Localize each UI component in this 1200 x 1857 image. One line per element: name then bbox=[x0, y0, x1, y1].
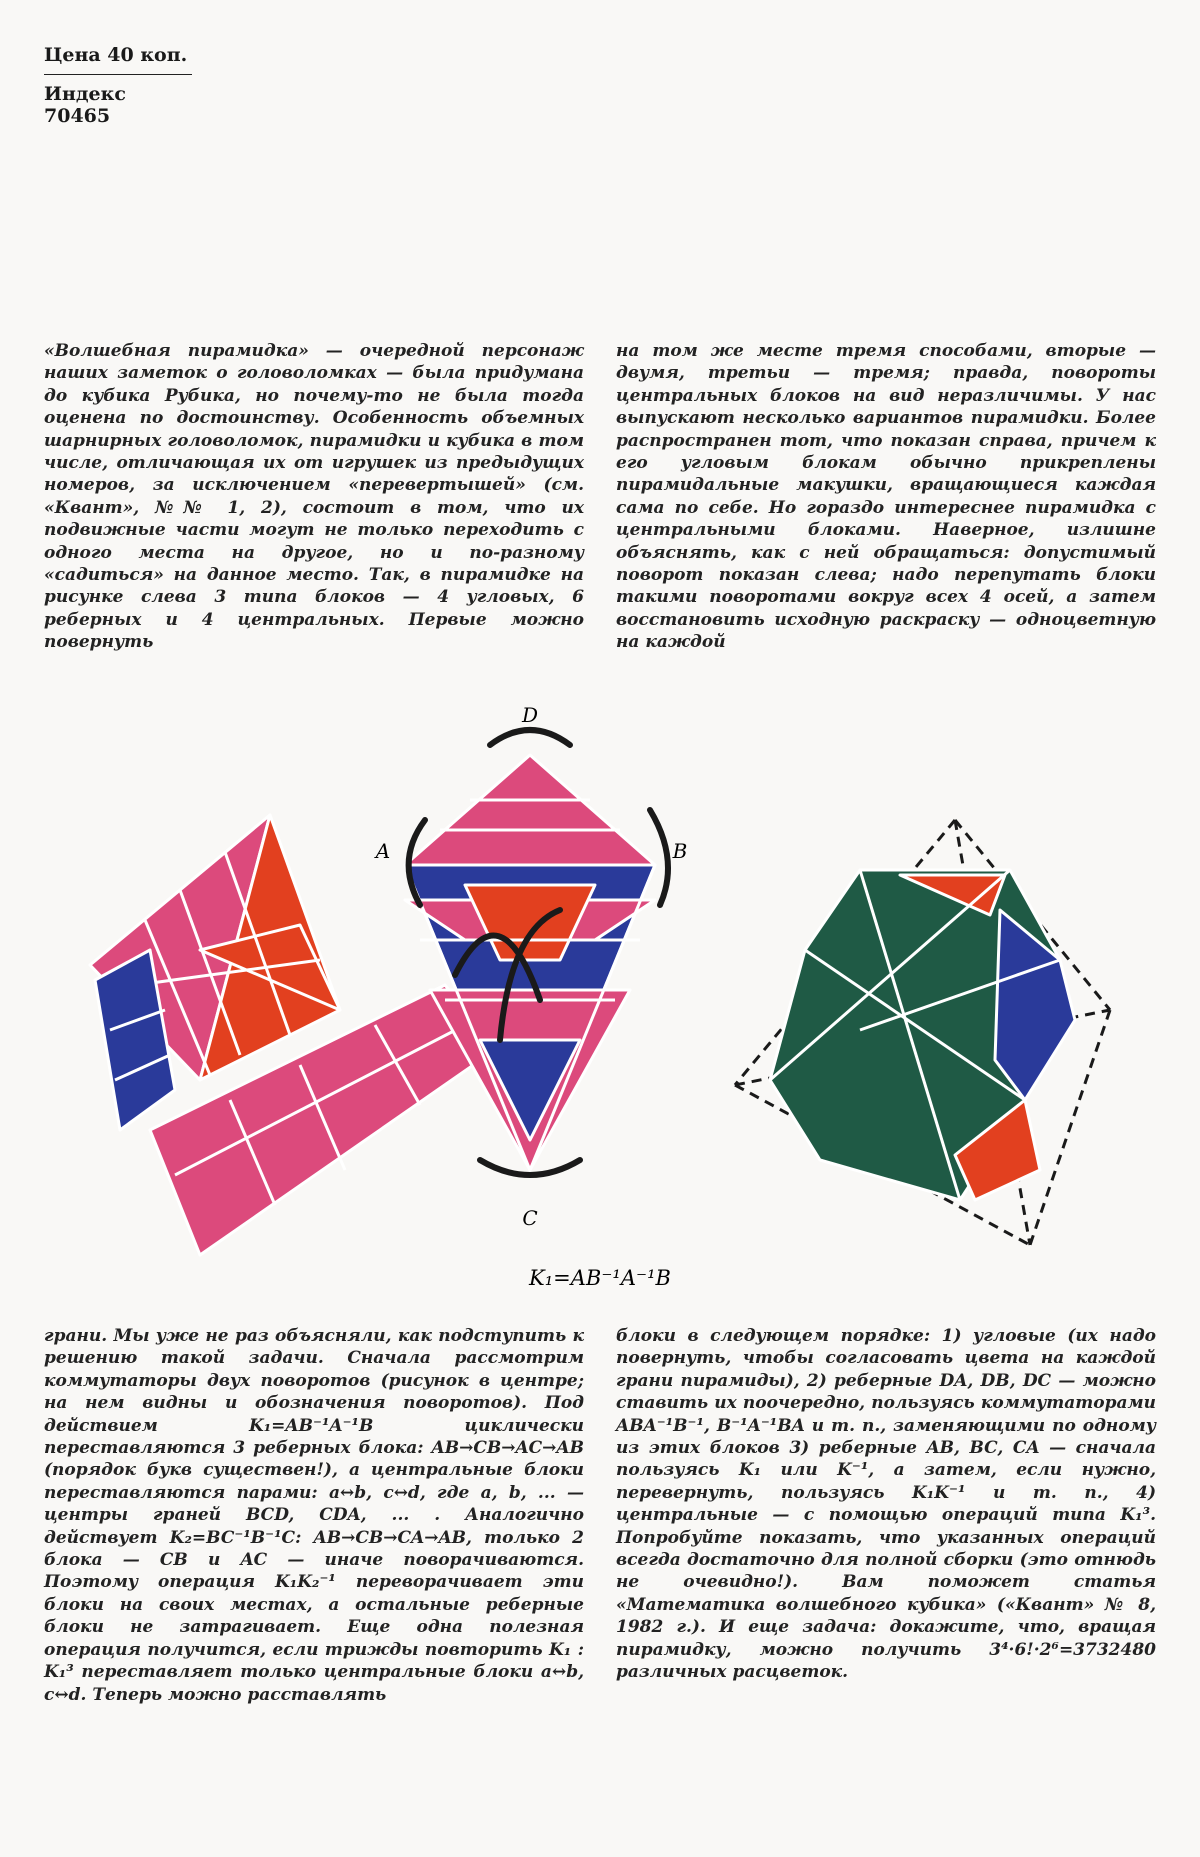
center-pyramid bbox=[405, 755, 655, 1170]
text-column-bottom-right bbox=[616, 1325, 1156, 1684]
paragraph-bottom-right: блоки в следующем порядке: 1) угловые (их надо повернуть, чтобы согласовать цвета на каждой грани пирамиды), 2) реберные DA, DB, DC — можно ставить их поочередно, пользуясь коммутаторами ABA⁻¹B⁻¹, B⁻¹A⁻¹BA и т. п., заменяющими по одному из этих блоков 3) реберные AB, BC, CA — сначала пользуясь K₁ или K⁻¹, а затем, если нужно, перевернуть, пользуясь K₁K⁻¹ и т. п., 4) центральные — с помощью операций типа K₁³. Попробуйте показать, что указанных операций всегда достаточно для полной сборки (это отнюдь не очевидно!). Вам поможет статья «Математика волшебного кубика» («Квант» № 8, 1982 г.). И еще задача: докажите, что, вращая пирамидку, можно получить 3⁴·6!·2⁶=3732480 различных расцветок. bbox=[616, 1326, 1156, 1683]
label-D: D bbox=[521, 703, 539, 727]
pyramid-figure bbox=[0, 700, 1200, 1300]
text-column-top-left bbox=[44, 340, 584, 654]
paragraph-bottom-left: грани. Мы уже не раз объясняли, как подступить к решению такой задачи. Сначала рассмотрим коммутаторы двух поворотов (рисунок в центре; на нем видны и обозначения поворотов). Под действием K₁=AB⁻¹A⁻¹B циклически переставляются 3 реберных блока: AB→CB→AC→AB (порядок букв существен!), а центральные блоки переставляются парами: a↔b, c↔d, где a, b, ... — центры граней BCD, CDA, ... . Аналогично действует K₂=BC⁻¹B⁻¹C: AB→CB→CA→AB, только 2 блока — CB и AC — иначе поворачиваются. Поэтому операция K₁K₂⁻¹ переворачивает эти блоки на своих местах, а остальные реберные блоки не затрагивает. Еще одна полезная операция получится, если трижды повторить K₁ : K₁³ переставляет только центральные блоки a↔b, c↔d. Теперь можно расставлять bbox=[44, 1326, 584, 1705]
label-C: C bbox=[522, 1206, 538, 1230]
label-A: A bbox=[375, 839, 391, 863]
label-B: B bbox=[672, 839, 688, 863]
index-label: Индекс 70465 bbox=[44, 83, 126, 127]
price-label: Цена 40 коп. bbox=[44, 44, 192, 75]
figure-caption: K₁=AB⁻¹A⁻¹B bbox=[529, 1266, 671, 1290]
text-column-bottom-left bbox=[44, 1325, 584, 1706]
paragraph-top-right: на том же месте тремя способами, вторые — двумя, третьи — тремя; правда, повороты центральных блоков на вид неразличимы. У нас выпускают несколько вариантов пирамидки. Более распространен тот, что показан справа, причем к его угловым блокам обычно прикреплены пирамидальные макушки, вращающиеся каждая сама по себе. Но гораздо интереснее пирамидка с центральными блоками. Наверное, излишне объяснять, как с ней обращаться: допустимый поворот показан слева; надо перепутать блоки такими поворотами вокруг всех 4 осей, а затем восстановить исходную раскраску — одноцветную на каждой bbox=[616, 341, 1156, 653]
right-pyramid-faces bbox=[770, 870, 1075, 1200]
text-column-top-right bbox=[616, 340, 1156, 654]
paragraph-top-left: «Волшебная пирамидка» — очередной персонаж наших заметок о головоломках — была придумана до кубика Рубика, но почему-то не была тогда оценена по достоинству. Особенность объемных шарнирных головоломок, пирамидки и кубика в том числе, отличающая их от игрушек из предыдущих номеров, за исключением «перевертышей» (см. «Квант», №№ 1, 2), состоит в том, что их подвижные части могут не только переходить с одного места на другое, но и по-разному «садиться» на данное место. Так, в пирамидке на рисунке слева 3 типа блоков — 4 угловых, 6 реберных и 4 центральных. Первые можно повернуть bbox=[44, 341, 584, 653]
price-header bbox=[44, 44, 192, 127]
